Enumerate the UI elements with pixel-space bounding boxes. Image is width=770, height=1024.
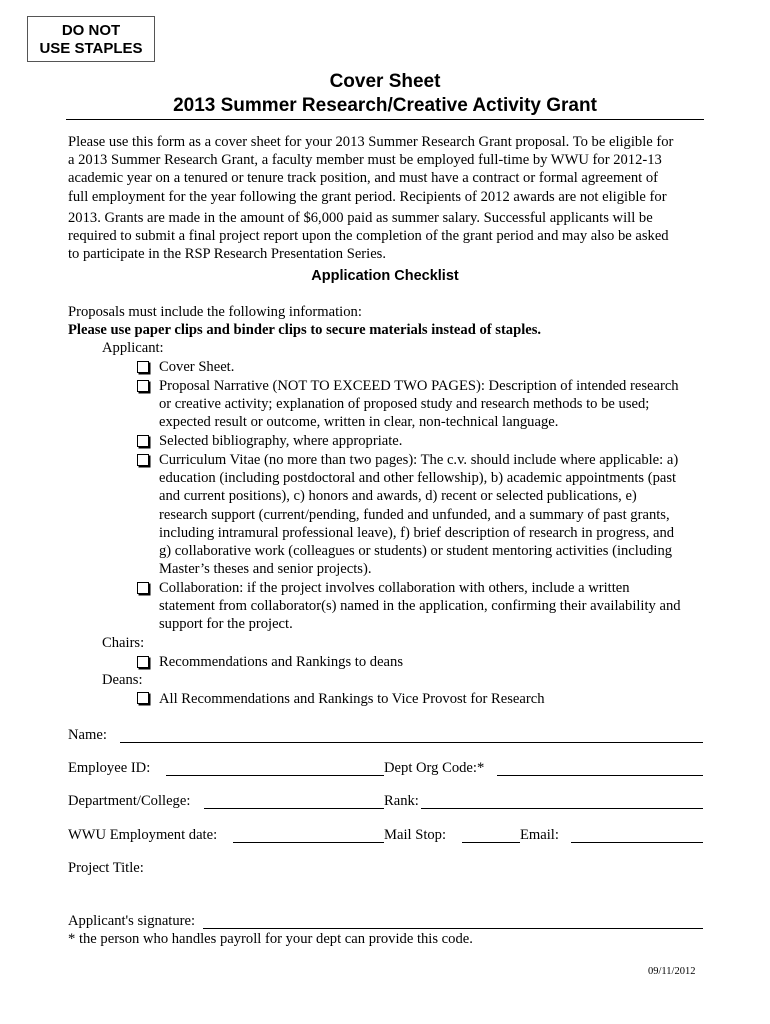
paper-clips-notice: Please use paper clips and binder clips to secure materials instead of staples. [68, 322, 542, 338]
collaboration-checkbox[interactable] [137, 582, 149, 594]
checklist-item-bibliography [159, 432, 714, 450]
item-text: and current positions), c) honors and awards, d) recent or selected publications, e) [159, 488, 637, 505]
department-college-label: Department/College: [68, 793, 191, 809]
narrative-checkbox[interactable] [137, 380, 149, 392]
signature-field[interactable] [203, 928, 703, 929]
chairs-label: Chairs: [102, 635, 145, 651]
signature-label: Applicant's signature: [68, 913, 196, 929]
chairs-checkbox[interactable] [137, 656, 149, 668]
mail-stop-label: Mail Stop: [384, 827, 447, 843]
intro-line: full employment for the year following the grant period. Recipients of 2012 awards are not eligible for [68, 188, 667, 205]
cover-sheet-checkbox[interactable] [137, 361, 149, 373]
intro-line: to participate in the RSP Research Presentation Series. [68, 246, 387, 263]
checklist-item-narrative [159, 377, 714, 432]
item-text: expected result or outcome, written in clear, non-technical language. [159, 414, 559, 431]
name-label: Name: [68, 727, 107, 743]
dept-org-code-label: Dept Org Code:* [384, 760, 485, 776]
checklist-item-collaboration [159, 579, 714, 634]
intro-line: a 2013 Summer Research Grant, a faculty member must be employed full-time by WWU for 2012-13 [68, 152, 662, 169]
page-subtitle: 2013 Summer Research/Creative Activity Grant [173, 95, 597, 116]
bibliography-checkbox[interactable] [137, 435, 149, 447]
title-divider [66, 119, 704, 120]
page-title: Cover Sheet [329, 71, 441, 92]
proposals-intro: Proposals must include the following information: [68, 304, 362, 320]
applicant-label: Applicant: [102, 340, 164, 356]
item-text: Selected bibliography, where appropriate. [159, 433, 403, 449]
item-text: g) collaborative work (colleagues or students) or student mentoring activities (including [159, 543, 673, 560]
dept-code-footnote: * the person who handles payroll for your dept can provide this code. [68, 931, 473, 947]
item-text: including intramural professional leave), f) brief description of research in progress, and [159, 524, 675, 541]
item-text: Proposal Narrative (NOT TO EXCEED TWO PAGES): Description of intended research [159, 378, 679, 394]
name-field[interactable] [120, 742, 703, 743]
item-text: Master’s theses and senior projects). [159, 561, 372, 578]
stamp-line-2: USE STAPLES [39, 40, 143, 57]
employee-id-field[interactable] [166, 775, 384, 776]
deans-item: All Recommendations and Rankings to Vice Provost for Research [159, 691, 545, 707]
employment-date-field[interactable] [233, 842, 384, 843]
mail-stop-field[interactable] [462, 842, 520, 843]
item-text: education (including postdoctoral and other fellowship), b) academic appointments (past [159, 470, 677, 487]
item-text: Collaboration: if the project involves collaboration with others, include a written [159, 580, 630, 596]
checklist-heading: Application Checklist [311, 268, 459, 284]
checklist-item-cv [159, 451, 714, 578]
item-text: statement from collaborator(s) named in the application, confirming their availability and [159, 598, 681, 615]
cv-checkbox[interactable] [137, 454, 149, 466]
intro-line: Please use this form as a cover sheet for your 2013 Summer Research Grant proposal. To be eligible for [68, 134, 674, 150]
revision-date: 09/11/2012 [648, 966, 696, 977]
dept-org-code-field[interactable] [497, 775, 703, 776]
deans-checkbox[interactable] [137, 692, 149, 704]
chairs-item: Recommendations and Rankings to deans [159, 654, 403, 670]
item-text: support for the project. [159, 616, 293, 633]
item-text: Curriculum Vitae (no more than two pages): The c.v. should include where applicable: a) [159, 452, 679, 468]
email-label: Email: [520, 827, 559, 843]
intro-line: academic year on a tenured or tenure track position, and must have a contract or formal agreement of [68, 170, 658, 187]
rank-field[interactable] [421, 808, 703, 809]
employment-date-label: WWU Employment date: [68, 827, 218, 843]
checklist-item-cover-sheet [159, 358, 714, 376]
intro-line: 2013. Grants are made in the amount of $6,000 paid as summer salary. Successful applicants will be [68, 209, 653, 226]
intro-paragraph [68, 133, 708, 263]
employee-id-label: Employee ID: [68, 760, 151, 776]
item-text: or creative activity; explanation of proposed study and research methods to be used; [159, 396, 650, 413]
no-staples-stamp [27, 16, 155, 62]
deans-label: Deans: [102, 672, 143, 688]
department-college-field[interactable] [204, 808, 384, 809]
item-text: research support (current/pending, funded and unfunded, and a summary of past grants, [159, 506, 670, 523]
email-field[interactable] [571, 842, 703, 843]
stamp-line-1: DO NOT [61, 22, 121, 39]
item-text: Cover Sheet. [159, 359, 235, 375]
project-title-label: Project Title: [68, 860, 144, 876]
rank-label: Rank: [384, 793, 419, 809]
intro-line: required to submit a final project report upon the completion of the grant period and may also be asked [68, 228, 669, 245]
